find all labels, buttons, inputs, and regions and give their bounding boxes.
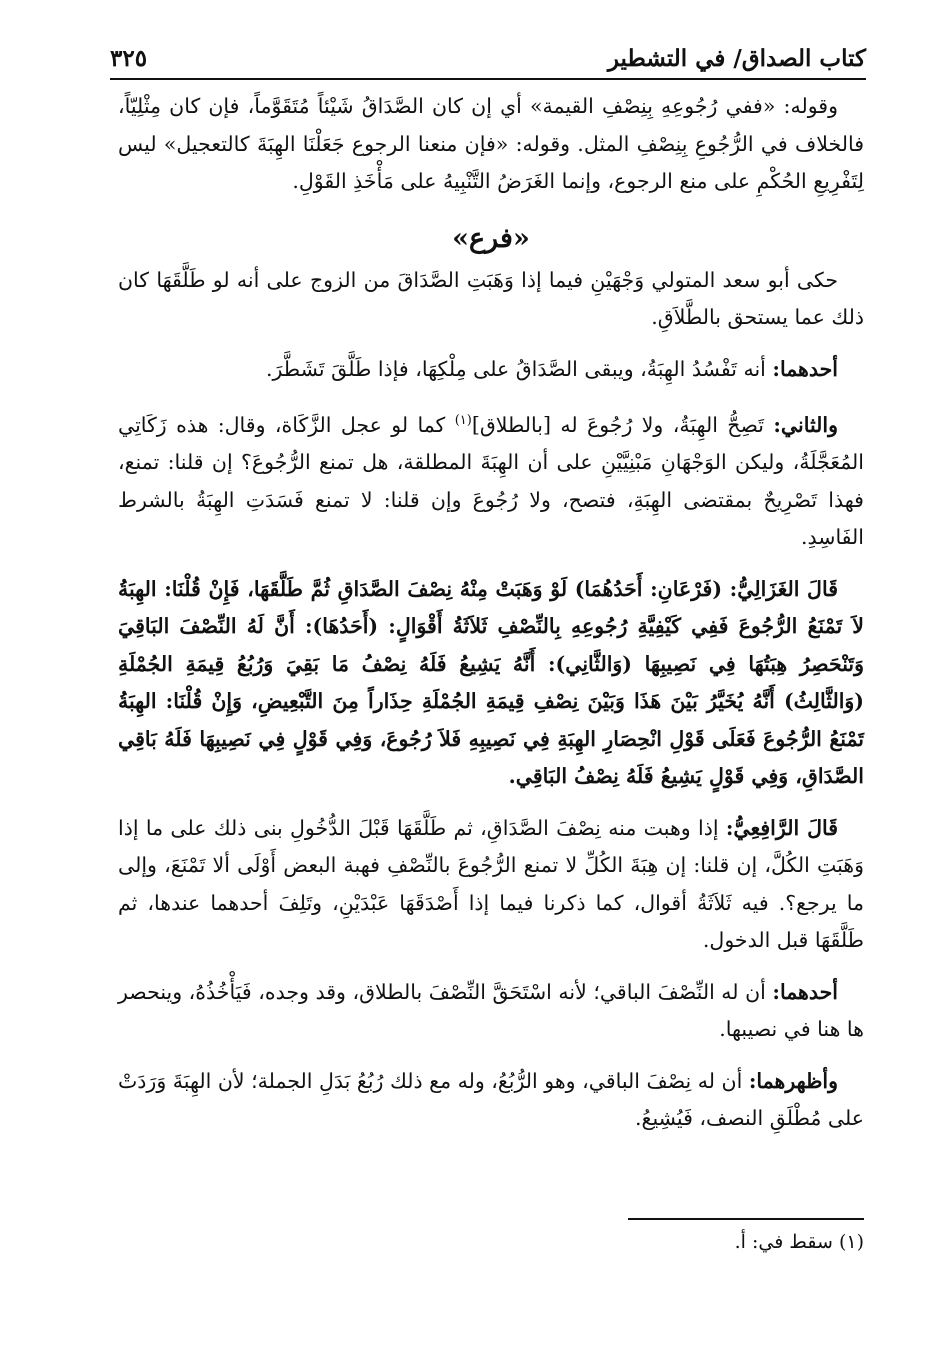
rafii-text: إذا وهبت منه نِصْفَ الصَّدَاقِ، ثم طَلَّقَهَا قَبْلَ الدُّخُولِ بنى ذلك على ما إذا وَهَبَتِ الكُلَّ، إن قلنا: إن هِبَةَ الكُلِّ لا تمنع الرُّجُوعَ بالنِّصْفِ فهبة البعض أَوْلَى ألا تَمْنَعَ، وإلى ما يرجع؟. فيه ثَلاَثَةُ أقوال، كما ذكرنا فيما إذا أَصْدَقَهَا عَبْدَيْنِ، وتَلِفَ أحدهما عندها، ثم طَلَّقَهَا قبل الدخول.	[118, 815, 864, 953]
footnote-divider	[628, 1218, 864, 1220]
paragraph-commentary: وقوله: «ففي رُجُوعِهِ بِنِصْفِ القيمة» أي إن كان الصَّدَاقُ شَيْئاً مُتَقَوَّماً، فإن كان مِثْلِيّاً، فالخلاف في الرُّجُوعِ بِنِصْفِ المثل. وقوله: «فإن منعنا الرجوع جَعَلْنَا الهِبَةَ كالتعجيل» ليس لِتَفْرِيعِ الحُكْمِ على منع الرجوع، وإنما الغَرَضُ التَّنْبِيهُ على مَأْخَذِ القَوْلِ.	[118, 94, 864, 193]
more-apparent-label: وأظهرهما:	[748, 1068, 838, 1093]
paragraph-rafii	[118, 810, 864, 960]
page-number: ٣٢٥	[110, 45, 148, 72]
more-apparent-text: أن له نِصْفَ الباقي، وهو الرُّبُعُ، وله مع ذلك رُبُعُ بَدَلِ الجملة؛ لأن الهِبَةَ وَرَدَتْ على مُطْلَقِ النصف، فَيُشِيعُ.	[118, 1068, 864, 1131]
paragraph-first-view	[118, 351, 864, 389]
ghazali-intro: قَالَ الغَزَالِيُّ: (فَرْعَانِ:	[642, 576, 838, 601]
rafii-label: قَالَ الرَّافِعِيُّ:	[725, 815, 839, 840]
footnote-mark: (١)	[838, 1231, 864, 1253]
section-heading: «فرع»	[452, 222, 530, 254]
footnote-reference: (١)	[454, 413, 472, 428]
ghazali-text: أَحَدُهُمَا) لَوْ وَهَبَتْ مِنْهُ نِصْفَ الصَّدَاقِ ثُمَّ طَلَّقَهَا، فَإِنْ قُلْنَا: الهِبَةُ لاَ تَمْنَعُ الرُّجُوعَ فَفِي كَيْفِيَّةِ رُجُوعِهِ بِالنِّصْفِ ثَلاَثَةُ أَقْوَالٍ: (أَحَدُهَا): أَنَّ لَهُ النِّصْفَ البَاقِيَ وَتَنْحَصِرُ هِبَتُهَا فِي نَصِيبِهَا (وَالثَّانِي): أَنَّهُ يَشِيعُ فَلَهُ نِصْفُ مَا بَقِيَ وَرُبُعُ قِيمَةِ الجُمْلَةِ (وَالثَّالِثُ) أَنَّهُ يُخَيَّرُ بَيْنَ هَذَا وَبَيْنَ نِصْفِ قِيمَةِ الجُمْلَةِ حِذَاراً مِنَ التَّبْعِيضِ، وَإِنْ قُلْنَا: الهِبَةُ تَمْنَعُ الرُّجُوعَ فَعَلَى قَوْلِ انْحِصَارِ الهِبَةِ فِي نَصِيبِهِ فَلاَ رُجُوعَ، وَفِي قَوْلٍ فِي نَصِيبِهَا فَلَهُ بَاقِي الصَّدَاقِ، وَفِي قَوْلٍ يَشِيعُ فَلَهُ نِصْفُ البَاقِي.	[118, 576, 864, 789]
second-view-label: والثاني:	[773, 412, 838, 437]
second-view-text-a: تَصِحُّ الهِبَةُ، ولا رُجُوعَ له [بالطلاق]	[471, 412, 774, 437]
paragraph-second-view	[118, 402, 864, 557]
footnote	[735, 1228, 864, 1256]
paragraph-ghazali	[118, 571, 864, 796]
one-of-two-label: أحدهما:	[772, 979, 838, 1004]
first-view-text: أنه تَفْسُدُ الهِبَةُ، ويبقى الصَّدَاقُ على مِلْكِهَا، فإذا طَلَّقَ تَشَطَّرَ.	[265, 356, 773, 381]
footnote-text: سقط في: أ.	[734, 1231, 833, 1253]
paragraph-one-of-two	[118, 974, 864, 1049]
paragraph-more-apparent	[118, 1063, 864, 1138]
second-view-text-b: كما لو عجل الزَّكَاة، وقال: هذه زَكَاتِي المُعَجَّلَةُ، وليكن الوَجْهَانِ مَبْنِيَّيْنِ على أن الهِبَةَ المطلقة، هل تمنع الرُّجُوعَ؟ إن قلنا: تمنع، فهذا تَصْرِيحٌ بمقتضى الهِبَةِ، فتصح، ولا رُجُوعَ وإن قلنا: لا تمنع فَسَدَتِ الهِبَةُ بالشرط الفَاسِدِ.	[118, 412, 864, 550]
paragraph-far: حكى أبو سعد المتولي وَجْهَيْنِ فيما إذا وَهَبَتِ الصَّدَاقَ من الزوج على أنه لو طَلَّقَهَا كان ذلك عما يستحق بالطَّلاَقِ.	[118, 267, 864, 329]
running-title: كتاب الصداق/ في التشطير	[607, 45, 866, 72]
page-body	[118, 88, 864, 1152]
one-of-two-text: أن له النِّصْفَ الباقي؛ لأنه اسْتَحَقَّ النِّصْفَ بالطلاق، وقد وجده، فَيَأْخُذُهُ، وينحصر ها هنا في نصيبها.	[118, 979, 864, 1042]
page-header	[110, 28, 866, 80]
first-view-label: أحدهما:	[772, 356, 838, 381]
